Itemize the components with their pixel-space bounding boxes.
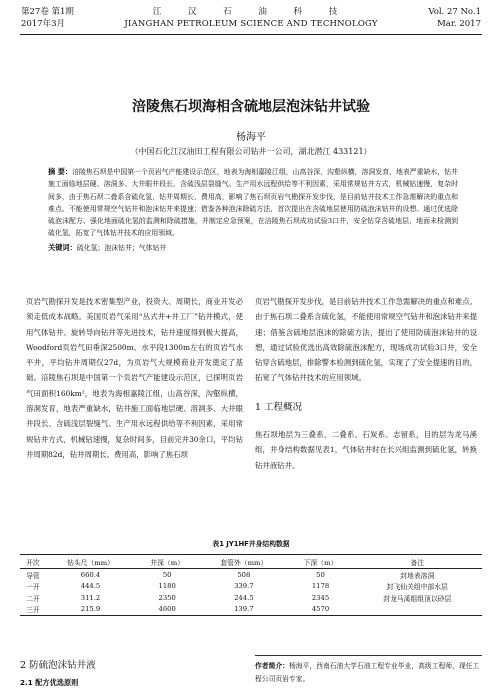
body-left-column: 页岩气勘探开发是技术密集型产业，投资大、周期长，商业开发必须走低成本战略。美国页岩气采用“丛式井+井工厂”钻井模式，使用气体钻井、旋转导向钻井等先进技术，钻井速度得到极大提高，Woodford页岩气田垂深2500m、水平段1300m左右的页岩气水平井，平均钻井周期仅27d，为页岩气大规模商业开发奠定了基础。涪陵焦石坝是中国第一个页岩气产能建设示范区，已探明页岩气田面积160km²，地表为海相嘉陵江组，山高谷深，沟壑纵横，溶洞发育，地表严重缺水，钻井施工面临地层硬、溶洞多、大井眼井段长、含硫浅层裂缝气、生产用水远程供给等不利因素，采用常规钻井方式，机械钻速慢，复杂时间多，目前完井30余口，平均钻井周期82d，钻井周期长、费用高，影响了焦石坝 xyxy=(26,297,243,459)
section-1-title: 1 工程概况 xyxy=(255,402,303,413)
header-date-cn: 2017年3月 xyxy=(21,19,66,29)
table-cell: 139.7 xyxy=(234,605,254,614)
abstract-text: 涪陵焦石坝是中国第一个页岩气产能建设示范区，地表为海相嘉陵江组，山高谷深，沟壑纵横，溶洞发育，地表严重缺水，钻井施工面临地层硬、溶洞多、大井眼井段长、含硫浅层裂缝气、生产用水远程供给等不利因素，采用常规钻井方式，机械钻速慢，复杂时间多，由于焦石坝二叠系含硫化氢，钻井周期长、费用高，影响了焦石坝页岩气勘探开发步伐，是目前钻井技术工作急需解决的重点和难点。不能使用常规空气钻井和泡沫钻井来提速；借鉴各种泡沫除硫方法，首次提出在含硫地层使用防硫泡沫钻井的设想。通过优选除硫泡沫配方、强化地面硫化氢的监测和除硫措施，并制定应急预案，在涪陵焦石坝成功试验3口井，安全钻穿含硫地层，地面未检测到硫化氢，拓宽了气体钻井技术的应用领域。 xyxy=(48,168,458,238)
table-caption: 表1 JY1HF井身结构数据 xyxy=(212,540,290,548)
table-cell: 4570 xyxy=(311,605,330,614)
footnote-divider xyxy=(255,655,482,656)
header-volume: 第27卷 第1期 xyxy=(21,7,74,17)
table-cell: 660.4 xyxy=(80,570,101,579)
header-vol-en: Vol. 27 No.1 xyxy=(428,7,481,17)
header-divider xyxy=(20,34,482,35)
table-cell: 4600 xyxy=(158,605,176,614)
table-cell: 一开 xyxy=(26,583,40,592)
table-cell: 三开 xyxy=(26,606,40,615)
table-cell: 50 xyxy=(162,570,172,579)
table-cell: 封地表溶洞 xyxy=(400,571,435,580)
article-affiliation: （中国石化江汉油田工程有限公司钻井一公司，湖北潜江 433121） xyxy=(130,147,372,156)
header-journal-cn: 江 汉 石 油 科 技 xyxy=(152,7,350,17)
well-structure-table xyxy=(20,554,482,616)
table-cell: 215.9 xyxy=(80,605,101,614)
table-cell: 封龙马溪组组顶以砂层 xyxy=(383,594,452,603)
table-header-cell: 套管外（mm） xyxy=(220,558,268,567)
header-journal-en: JIANGHAN PETROLEUM SCIENCE AND TECHNOLOGY xyxy=(124,19,378,29)
table-row xyxy=(20,569,482,581)
table-header-cell: 下深（m） xyxy=(303,558,338,567)
table-header-cell: 井深（m） xyxy=(150,558,184,567)
table-row xyxy=(20,604,482,616)
section-2-title: 2 防硫泡沫钻井液 xyxy=(20,660,96,671)
table-cell: 2345 xyxy=(311,593,330,602)
subsection-2-1-title: 2.1 配方优选原则 xyxy=(20,678,79,687)
keywords xyxy=(48,242,166,253)
table-row xyxy=(20,581,482,593)
footnote-text: 杨海平，西南石油大学石油工程专业毕业，高级工程师，现任工程公司页岩专家。 xyxy=(255,662,480,683)
keywords-label: 关键词： xyxy=(48,243,77,252)
table-cell: 2350 xyxy=(158,593,176,602)
header-journal-block xyxy=(0,6,502,30)
body-right-column-intro: 页岩气勘探开发步伐，是目前钻井技术工作急需解决的重点和难点。由于焦石坝二叠系含硫化氢，不能使用常规空气钻井和泡沫钻井来提速；借鉴含硫地层泡沫的除硫方法，提出了使用防硫泡沫钻井的设想，通过试验优选出高效除硫泡沫配方，现场成功试验3口井，安全钻穿含硫地层，排除警本检测到硫化氢，实现了了安全提速的目的，拓宽了气体钻井技术的应用领域。 xyxy=(255,297,477,383)
table-header-cell: 备注 xyxy=(410,558,425,567)
table-header-row xyxy=(20,555,482,569)
footnote-label: 作者简介： xyxy=(255,662,289,670)
header-date-en: Mar. 2017 xyxy=(437,19,481,29)
table-row xyxy=(20,592,482,604)
author-footnote xyxy=(255,660,482,685)
table-cell: 339.7 xyxy=(234,582,254,591)
table-cell: 二开 xyxy=(26,594,40,603)
keywords-text: 硫化氢；泡沫钻井；气体钻井 xyxy=(76,244,167,252)
article-title: 涪陵焦石坝海相含硫地层泡沫钻井试验 xyxy=(132,99,370,115)
table-cell: 244.5 xyxy=(234,593,254,602)
table-cell: 封飞仙关组中部水层 xyxy=(386,583,448,592)
table-header-cell: 钻头尺（mm） xyxy=(67,558,114,567)
table-cell: 导管 xyxy=(26,571,40,580)
abstract-label: 摘 要： xyxy=(48,167,73,176)
header-vol-block xyxy=(428,6,481,30)
table-cell: 311.2 xyxy=(80,593,101,602)
table-cell: 50 xyxy=(316,570,325,579)
table-cell: 508 xyxy=(237,570,251,579)
table-header-cell: 开次 xyxy=(26,558,40,567)
table-cell: 444.5 xyxy=(80,582,101,591)
article-author: 杨海平 xyxy=(236,132,266,143)
table-cell: 1178 xyxy=(311,582,330,591)
table-cell xyxy=(353,604,482,616)
table-cell: 1180 xyxy=(158,582,176,591)
abstract xyxy=(48,166,458,240)
section-1-text: 焦石坝地层为三叠系、二叠系、石炭系、志留系，目的层为龙马溪组，井身结构数据见表1，气体钻井时在长兴组监测到硫化氢，转换钻井液钻井。 xyxy=(255,430,477,470)
